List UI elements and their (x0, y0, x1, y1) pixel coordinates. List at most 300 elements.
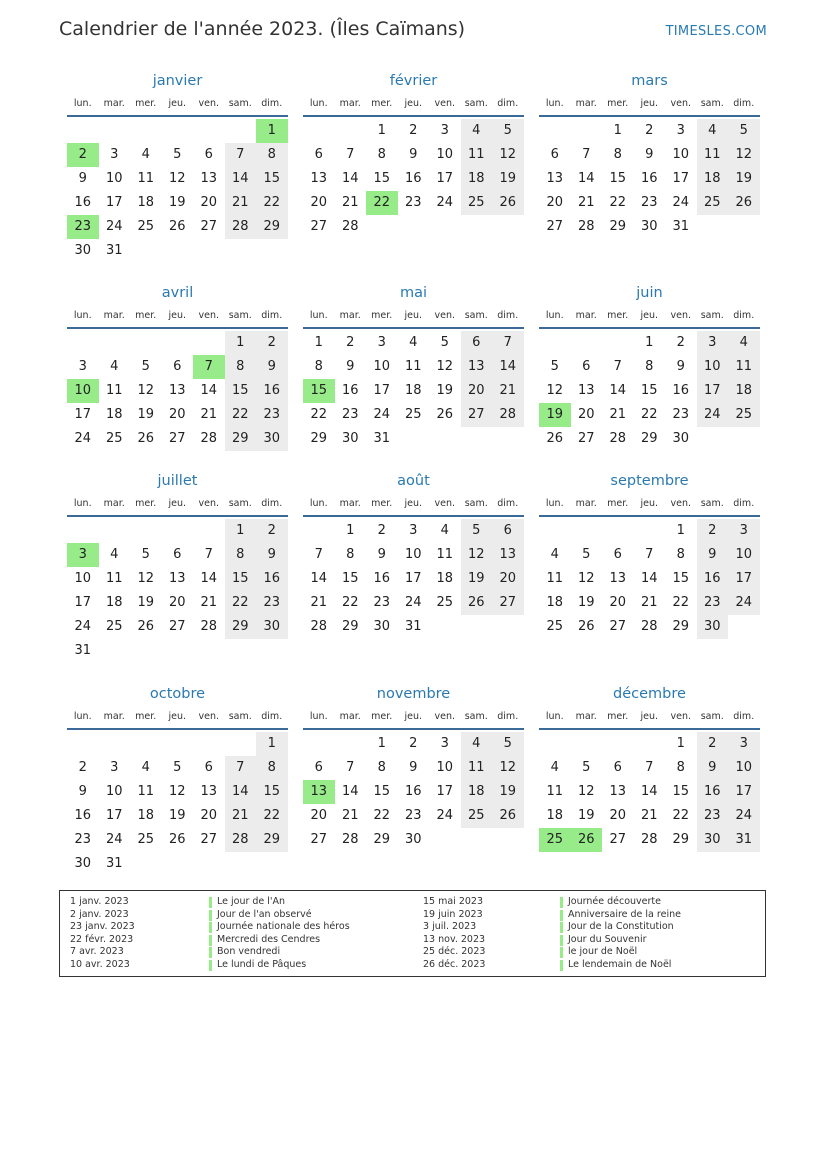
weekend-day-cell: 22 (256, 191, 288, 215)
weekday-label: sam. (228, 498, 252, 509)
day-cell: 8 (676, 760, 685, 775)
weekend-day-cell: 20 (461, 379, 493, 403)
weekend-day-cell: 25 (461, 191, 493, 215)
month-divider (67, 515, 288, 517)
holiday-day-cell: 19 (539, 403, 571, 427)
weekday-label: dim. (497, 711, 519, 722)
legend-date: 3 juil. 2023 (423, 921, 477, 933)
day-cell: 21 (310, 595, 328, 610)
weekday-label: lun. (545, 98, 564, 109)
day-cell: 8 (613, 147, 622, 162)
weekday-label: ven. (434, 711, 455, 722)
day-cell: 22 (672, 595, 690, 610)
weekday-label: mar. (103, 98, 125, 109)
weekend-day-cell: 26 (492, 804, 524, 828)
weekday-label: dim. (733, 498, 755, 509)
weekend-day-cell: 31 (728, 828, 760, 852)
day-cell: 13 (310, 171, 328, 186)
weekday-label: jeu. (404, 98, 423, 109)
month-name: septembre (610, 473, 689, 489)
day-cell: 14 (609, 383, 627, 398)
day-cell: 20 (609, 595, 627, 610)
weekday-label: mer. (371, 711, 393, 722)
legend-marker (560, 960, 563, 971)
weekend-day-cell: 24 (728, 591, 760, 615)
day-cell: 21 (640, 595, 658, 610)
day-cell: 18 (404, 383, 422, 398)
weekend-day-cell: 25 (728, 403, 760, 427)
weekend-day-cell: 17 (697, 379, 729, 403)
day-cell: 4 (440, 523, 449, 538)
month-divider (67, 327, 288, 329)
weekday-label: mar. (339, 98, 361, 109)
day-cell: 20 (168, 595, 186, 610)
weekend-day-cell: 11 (461, 756, 493, 780)
day-cell: 1 (377, 736, 386, 751)
day-cell: 26 (168, 832, 186, 847)
weekday-label: sam. (464, 711, 488, 722)
holiday-day-cell: 23 (67, 215, 99, 239)
weekend-day-cell: 14 (492, 355, 524, 379)
weekday-label: mar. (103, 498, 125, 509)
day-cell: 25 (105, 619, 123, 634)
weekend-day-cell: 19 (492, 780, 524, 804)
day-cell: 30 (640, 219, 658, 234)
day-cell: 11 (105, 383, 123, 398)
weekday-label: lun. (545, 498, 564, 509)
weekday-label: mar. (575, 498, 597, 509)
day-cell: 19 (436, 383, 454, 398)
day-cell: 13 (609, 571, 627, 586)
day-cell: 29 (609, 219, 627, 234)
legend-marker (209, 910, 212, 921)
weekend-day-cell: 17 (728, 780, 760, 804)
weekend-day-cell: 2 (697, 732, 729, 756)
weekend-day-cell: 12 (492, 143, 524, 167)
day-cell: 31 (373, 431, 391, 446)
day-cell: 16 (74, 808, 92, 823)
holiday-day-cell: 13 (303, 780, 335, 804)
day-cell: 26 (577, 619, 595, 634)
day-cell: 15 (640, 383, 658, 398)
day-cell: 29 (310, 431, 328, 446)
day-cell: 19 (577, 808, 595, 823)
weekend-day-cell: 23 (256, 591, 288, 615)
day-cell: 22 (609, 195, 627, 210)
day-cell: 3 (676, 123, 685, 138)
weekday-label: mar. (339, 711, 361, 722)
month-divider (67, 115, 288, 117)
day-cell: 11 (546, 571, 564, 586)
weekend-day-cell: 16 (697, 780, 729, 804)
day-cell: 23 (672, 407, 690, 422)
day-cell: 26 (137, 431, 155, 446)
day-cell: 10 (436, 760, 454, 775)
day-cell: 22 (640, 407, 658, 422)
day-cell: 24 (672, 195, 690, 210)
day-cell: 17 (436, 784, 454, 799)
day-cell: 1 (377, 123, 386, 138)
weekend-day-cell: 21 (225, 804, 257, 828)
day-cell: 18 (436, 571, 454, 586)
weekday-label: lun. (309, 310, 328, 321)
day-cell: 9 (409, 760, 418, 775)
day-cell: 13 (546, 171, 564, 186)
day-cell: 23 (74, 832, 92, 847)
day-cell: 1 (645, 335, 654, 350)
day-cell: 7 (314, 547, 323, 562)
weekend-day-cell: 29 (225, 615, 257, 639)
weekend-day-cell: 14 (225, 780, 257, 804)
holiday-day-cell: 26 (571, 828, 603, 852)
day-cell: 21 (577, 195, 595, 210)
day-cell: 16 (404, 171, 422, 186)
day-cell: 17 (74, 407, 92, 422)
weekday-label: lun. (545, 310, 564, 321)
legend-holiday-name: Journée découverte (568, 896, 661, 907)
legend-marker (560, 922, 563, 933)
weekend-day-cell: 18 (697, 167, 729, 191)
weekend-day-cell: 23 (256, 403, 288, 427)
weekend-day-cell: 22 (256, 804, 288, 828)
day-cell: 4 (550, 547, 559, 562)
weekday-label: jeu. (404, 711, 423, 722)
legend-holiday-name: Le lendemain de Noël (568, 959, 672, 970)
legend-date: 7 avr. 2023 (70, 946, 124, 958)
weekday-label: sam. (700, 310, 724, 321)
day-cell: 10 (436, 147, 454, 162)
legend-date: 1 janv. 2023 (70, 896, 129, 907)
day-cell: 3 (110, 760, 119, 775)
weekday-label: dim. (261, 310, 283, 321)
weekend-day-cell: 13 (461, 355, 493, 379)
weekend-day-cell: 26 (728, 191, 760, 215)
weekday-label: mer. (371, 98, 393, 109)
month-divider (539, 728, 760, 730)
weekend-day-cell: 4 (461, 119, 493, 143)
weekend-day-cell: 21 (492, 379, 524, 403)
day-cell: 11 (404, 359, 422, 374)
day-cell: 6 (582, 359, 591, 374)
day-cell: 25 (137, 219, 155, 234)
day-cell: 6 (613, 760, 622, 775)
day-cell: 12 (577, 784, 595, 799)
weekend-day-cell: 22 (225, 403, 257, 427)
weekday-label: jeu. (404, 310, 423, 321)
weekend-day-cell: 6 (492, 519, 524, 543)
day-cell: 23 (373, 595, 391, 610)
day-cell: 9 (409, 147, 418, 162)
day-cell: 22 (672, 808, 690, 823)
day-cell: 26 (546, 431, 564, 446)
legend-date: 10 avr. 2023 (70, 959, 130, 970)
day-cell: 15 (609, 171, 627, 186)
weekend-day-cell: 18 (728, 379, 760, 403)
day-cell: 10 (672, 147, 690, 162)
weekend-day-cell: 11 (728, 355, 760, 379)
day-cell: 3 (377, 335, 386, 350)
weekend-day-cell: 5 (728, 119, 760, 143)
month-name: avril (161, 285, 194, 301)
day-cell: 10 (404, 547, 422, 562)
legend-holiday-name: Le lundi de Pâques (217, 959, 307, 970)
day-cell: 15 (373, 171, 391, 186)
day-cell: 18 (105, 595, 123, 610)
weekend-day-cell: 29 (225, 427, 257, 451)
weekday-label: ven. (198, 98, 219, 109)
weekday-label: lun. (309, 711, 328, 722)
weekday-label: mar. (575, 711, 597, 722)
day-cell: 27 (609, 832, 627, 847)
day-cell: 6 (314, 760, 323, 775)
weekday-label: mar. (339, 498, 361, 509)
weekday-label: jeu. (168, 98, 187, 109)
weekend-day-cell: 21 (225, 191, 257, 215)
weekday-label: lun. (73, 498, 92, 509)
day-cell: 30 (672, 431, 690, 446)
month-divider (539, 327, 760, 329)
weekday-label: jeu. (640, 498, 659, 509)
day-cell: 3 (78, 359, 87, 374)
day-cell: 9 (676, 359, 685, 374)
weekend-day-cell: 8 (256, 143, 288, 167)
day-cell: 8 (314, 359, 323, 374)
legend-holiday-name: Journée nationale des héros (217, 921, 350, 933)
weekday-label: mer. (607, 310, 629, 321)
weekday-label: jeu. (640, 310, 659, 321)
month-name: juillet (157, 473, 198, 489)
weekend-day-cell: 10 (728, 543, 760, 567)
weekday-label: dim. (261, 711, 283, 722)
day-cell: 26 (436, 407, 454, 422)
day-cell: 31 (105, 856, 123, 871)
legend-date: 19 juin 2023 (423, 908, 483, 920)
day-cell: 8 (377, 147, 386, 162)
weekday-label: jeu. (168, 498, 187, 509)
day-cell: 13 (200, 171, 218, 186)
weekend-day-cell: 9 (256, 543, 288, 567)
day-cell: 14 (310, 571, 328, 586)
weekend-day-cell: 15 (225, 567, 257, 591)
weekday-label: jeu. (168, 310, 187, 321)
legend-holiday-name: Le jour de l'An (217, 896, 286, 907)
weekend-day-cell: 10 (697, 355, 729, 379)
day-cell: 27 (310, 219, 328, 234)
day-cell: 10 (74, 571, 92, 586)
legend-date: 2 janv. 2023 (70, 908, 129, 920)
day-cell: 2 (409, 123, 418, 138)
day-cell: 14 (640, 784, 658, 799)
day-cell: 6 (314, 147, 323, 162)
day-cell: 24 (436, 808, 454, 823)
weekend-day-cell: 2 (256, 331, 288, 355)
holiday-day-cell: 2 (67, 143, 99, 167)
weekday-label: jeu. (640, 98, 659, 109)
weekend-day-cell: 30 (697, 615, 729, 639)
day-cell: 28 (640, 832, 658, 847)
legend-date: 23 janv. 2023 (70, 921, 135, 933)
day-cell: 17 (373, 383, 391, 398)
weekend-day-cell: 7 (225, 143, 257, 167)
weekend-day-cell: 11 (461, 143, 493, 167)
weekend-day-cell: 23 (697, 804, 729, 828)
weekday-label: jeu. (168, 711, 187, 722)
day-cell: 9 (377, 547, 386, 562)
day-cell: 21 (341, 195, 359, 210)
day-cell: 27 (546, 219, 564, 234)
weekend-day-cell: 18 (461, 780, 493, 804)
brand-logo-text[interactable]: TIMESLES.COM (665, 24, 767, 39)
day-cell: 23 (404, 195, 422, 210)
weekday-label: dim. (497, 498, 519, 509)
weekend-day-cell: 8 (225, 355, 257, 379)
day-cell: 17 (436, 171, 454, 186)
day-cell: 5 (141, 359, 150, 374)
weekend-day-cell: 5 (461, 519, 493, 543)
weekday-label: ven. (434, 98, 455, 109)
day-cell: 23 (404, 808, 422, 823)
weekday-label: lun. (309, 98, 328, 109)
day-cell: 18 (137, 808, 155, 823)
day-cell: 13 (200, 784, 218, 799)
day-cell: 20 (609, 808, 627, 823)
day-cell: 27 (168, 431, 186, 446)
weekday-label: mer. (135, 498, 157, 509)
legend-holiday-name: le jour de Noël (568, 946, 638, 958)
day-cell: 29 (373, 832, 391, 847)
day-cell: 1 (346, 523, 355, 538)
day-cell: 21 (640, 808, 658, 823)
weekday-label: ven. (670, 711, 691, 722)
month-name: janvier (152, 73, 203, 89)
weekday-label: ven. (198, 310, 219, 321)
day-cell: 24 (74, 431, 92, 446)
day-cell: 17 (672, 171, 690, 186)
day-cell: 10 (105, 171, 123, 186)
weekend-day-cell: 19 (728, 167, 760, 191)
day-cell: 2 (78, 760, 87, 775)
legend-marker (560, 947, 563, 958)
weekend-day-cell: 12 (461, 543, 493, 567)
day-cell: 25 (137, 832, 155, 847)
weekday-label: mer. (135, 310, 157, 321)
day-cell: 1 (676, 523, 685, 538)
day-cell: 6 (613, 547, 622, 562)
holiday-day-cell: 22 (366, 191, 398, 215)
day-cell: 20 (546, 195, 564, 210)
day-cell: 26 (137, 619, 155, 634)
day-cell: 9 (78, 171, 87, 186)
month-divider (67, 728, 288, 730)
day-cell: 31 (672, 219, 690, 234)
day-cell: 6 (204, 147, 213, 162)
day-cell: 14 (341, 784, 359, 799)
day-cell: 5 (173, 147, 182, 162)
legend-date: 13 nov. 2023 (423, 933, 486, 945)
weekday-label: lun. (545, 711, 564, 722)
weekend-day-cell: 6 (461, 331, 493, 355)
day-cell: 24 (105, 832, 123, 847)
day-cell: 23 (640, 195, 658, 210)
month-name: août (397, 473, 430, 489)
legend-date: 26 déc. 2023 (423, 959, 486, 970)
day-cell: 19 (577, 595, 595, 610)
day-cell: 11 (137, 784, 155, 799)
day-cell: 4 (110, 547, 119, 562)
day-cell: 24 (373, 407, 391, 422)
day-cell: 14 (640, 571, 658, 586)
month-divider (303, 327, 524, 329)
day-cell: 29 (640, 431, 658, 446)
weekday-label: dim. (261, 498, 283, 509)
weekday-label: mar. (103, 711, 125, 722)
day-cell: 30 (404, 832, 422, 847)
day-cell: 30 (341, 431, 359, 446)
weekend-day-cell: 16 (256, 379, 288, 403)
page-title: Calendrier de l'année 2023. (Îles Caïmans) (59, 18, 466, 40)
weekend-day-cell: 9 (697, 543, 729, 567)
month-divider (539, 515, 760, 517)
day-cell: 27 (310, 832, 328, 847)
weekday-label: ven. (670, 98, 691, 109)
day-cell: 31 (105, 243, 123, 258)
day-cell: 22 (310, 407, 328, 422)
day-cell: 28 (341, 832, 359, 847)
day-cell: 27 (577, 431, 595, 446)
weekend-day-cell: 1 (225, 331, 257, 355)
day-cell: 21 (200, 595, 218, 610)
weekday-label: dim. (261, 98, 283, 109)
legend-date: 25 déc. 2023 (423, 946, 486, 958)
weekday-label: ven. (198, 498, 219, 509)
day-cell: 25 (546, 619, 564, 634)
holiday-day-cell: 1 (256, 119, 288, 143)
weekend-day-cell: 19 (461, 567, 493, 591)
day-cell: 2 (676, 335, 685, 350)
day-cell: 12 (546, 383, 564, 398)
weekend-day-cell: 25 (461, 804, 493, 828)
day-cell: 20 (200, 808, 218, 823)
day-cell: 23 (341, 407, 359, 422)
weekend-day-cell: 19 (492, 167, 524, 191)
day-cell: 28 (577, 219, 595, 234)
day-cell: 12 (137, 383, 155, 398)
weekday-label: ven. (670, 498, 691, 509)
weekend-day-cell: 8 (256, 756, 288, 780)
weekend-day-cell: 11 (697, 143, 729, 167)
day-cell: 5 (173, 760, 182, 775)
weekend-day-cell: 15 (225, 379, 257, 403)
day-cell: 6 (173, 359, 182, 374)
day-cell: 21 (609, 407, 627, 422)
day-cell: 2 (409, 736, 418, 751)
day-cell: 6 (173, 547, 182, 562)
day-cell: 7 (613, 359, 622, 374)
day-cell: 27 (609, 619, 627, 634)
day-cell: 10 (105, 784, 123, 799)
weekend-day-cell: 29 (256, 215, 288, 239)
weekend-day-cell: 23 (697, 591, 729, 615)
holiday-legend (59, 890, 766, 977)
holiday-day-cell: 15 (303, 379, 335, 403)
weekend-day-cell: 30 (697, 828, 729, 852)
weekend-day-cell: 3 (728, 519, 760, 543)
day-cell: 26 (168, 219, 186, 234)
weekday-label: sam. (464, 98, 488, 109)
day-cell: 3 (440, 736, 449, 751)
weekday-label: lun. (73, 711, 92, 722)
day-cell: 1 (314, 335, 323, 350)
